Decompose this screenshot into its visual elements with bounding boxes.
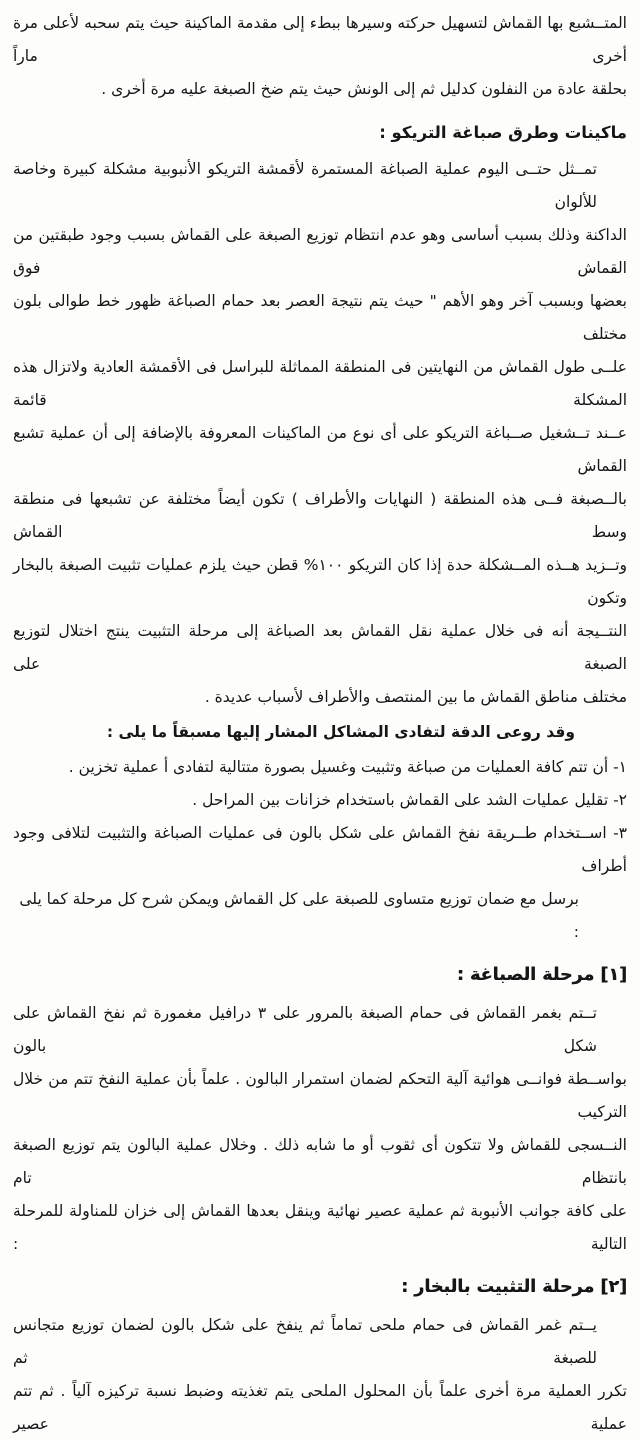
text-line: ٢- تقليل عمليات الشد على القماش باستخدام خزانات بين المراحل . xyxy=(192,791,627,809)
text-line: بواســطة فوانــى هوائية آلية التحكم لضمان استمرار البالون . علماً بأن عملية النفخ تتم من خلال التركيب xyxy=(13,1070,627,1121)
text-line: يــتم غمر القماش فى حمام ملحى تماماً ثم ينفخ على شكل بالون لضمان توزيع متجانس للصبغة ثم xyxy=(13,1316,597,1367)
text-line: مختلف مناطق القماش ما بين المنتصف والأطراف لأسباب عديدة . xyxy=(204,688,627,706)
text-line: تــتم بغمر القماش فى حمام الصبغة بالمرور على ٣ درافيل مغمورة ثم نفخ القماش على شكل بالون xyxy=(13,1004,597,1055)
text-line: ٣- اســتخدام طــريقة نفخ القماش على شكل بالون فى عمليات الصباغة والتثبيت لتلافى وجود أطراف xyxy=(13,824,627,875)
text-line: وتــزيد هــذه المــشكلة حدة إذا كان التريكو ١٠٠% قطن حيث يلزم عمليات تثبيت الصبغة بالبخار وتكون xyxy=(13,556,628,607)
heading-line: ماكينات وطرق صباغة التريكو : xyxy=(379,123,627,142)
text-line: ١- أن تتم كافة العمليات من صباغة وتثبيت وغسيل بصورة متتالية لتفادى أ عملية تخزين . xyxy=(68,758,627,776)
text-line: تمــثل حتــى اليوم عملية الصباغة المستمرة لأقمشة التريكو الأنبوبية مشكلة كبيرة وخاصة للألوان xyxy=(13,160,597,211)
heading-line: وقد روعى الدقة لتفادى المشاكل المشار إليها مسبقاً ما يلى : xyxy=(106,723,575,741)
text-line: تكرر العملية مرة أخرى علماً بأن المحلول الملحى يتم تغذيته وضبط نسبة تركيزه آلياً . ثم تتم عملية عصير xyxy=(13,1382,627,1433)
text-line: بحلقة عادة من النفلون كدليل ثم إلى الونش حيث يتم ضخ الصبغة عليه مرة أخرى . xyxy=(101,80,627,98)
heading-line: [٢] مرحلة التثبيت بالبخار : xyxy=(401,1277,627,1297)
text-line: علــى طول القماش من النهايتين فى المنطقة المماثلة للبراسل فى الأقمشة العادية ولاتزال هذه المشكلة قائمة xyxy=(13,358,627,409)
text-line: بعضها وبسبب آخر وهو الأهم " حيث يتم نتيجة العصر بعد حمام الصباغة ظهور خط طوالى بلون مختلف xyxy=(13,292,627,343)
text-line: النــسجى للقماش ولا تتكون أى ثقوب أو ما شابه ذلك . وخلال عملية البالون يتم توزيع الصبغة بانتظام تام xyxy=(13,1136,627,1187)
text-line: على كافة جوانب الأنبوبة ثم عملية عصير نهائية وينقل بعدها القماش إلى خزان للمناولة للمرحلة التالية : xyxy=(13,1202,627,1253)
text-line: المتــشبع بها القماش لتسهيل حركته وسيرها ببطء إلى مقدمة الماكينة حيث يتم سحبه لأعلى مرة أخرى ماراً xyxy=(13,14,627,65)
text-line: النتــيجة أنه فى خلال عملية نقل القماش بعد الصباغة إلى مرحلة التثبيت ينتج اختلال لتوزيع الصبغة على xyxy=(13,622,627,673)
heading-line: [١] مرحلة الصباغة : xyxy=(456,965,627,985)
text-line: عــند تــشغيل صــباغة التريكو على أى نوع من الماكينات المعروفة بالإضافة إلى أن عملية تشبع القماش xyxy=(13,424,627,475)
text-line: الداكنة وذلك بسبب أساسى وهو عدم انتظام توزيع الصبغة على القماش بسبب وجود طبقتين من القماش فوق xyxy=(13,226,627,277)
text-line: برسل مع ضمان توزيع متساوى للصبغة على كل القماش ويمكن شرح كل مرحلة كما يلى : xyxy=(19,890,579,941)
text-line: بالــصبغة فــى هذه المنطقة ( النهايات والأطراف ) تكون أيضاً مختلفة عن تشبعها فى منطقة وسط القماش xyxy=(13,490,627,541)
